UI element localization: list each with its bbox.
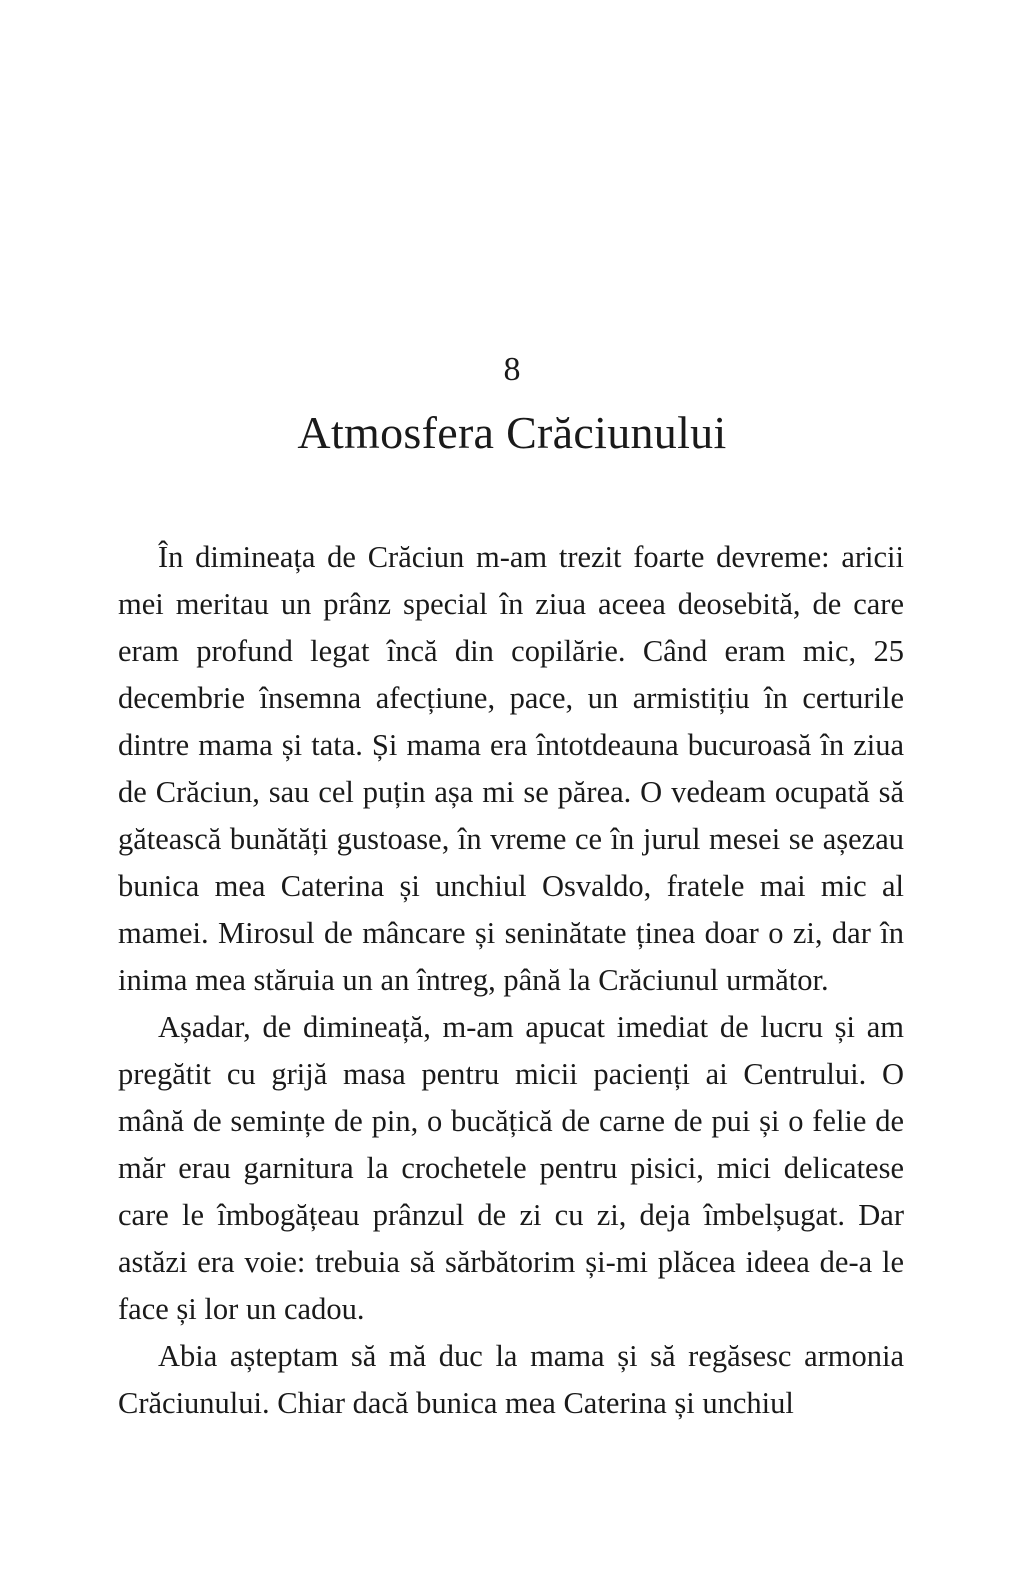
paragraph: Abia așteptam să mă duc la mama și să regăsesc armonia Crăciunului. Chiar dacă bunica mea Caterina și unchiul [118, 1339, 904, 1420]
paragraph: Așadar, de dimineață, m-am apucat imediat de lucru și am pregătit cu grijă masa pentru micii pacienți ai Centrului. O mână de semințe de pin, o bucățică de carne de pui și o felie de măr erau garnitura la crochetele pentru pisici, mici delicatese care le îmbogățeau prânzul de zi cu zi, deja îmbelșugat. Dar astăzi era voie: trebuia să sărbătorim și-mi plăcea ideea de-a le face și lor un cadou. [118, 1010, 904, 1326]
chapter-number: 8 [503, 351, 521, 388]
chapter-body [118, 534, 904, 1427]
chapter-title: Atmosfera Crăciunului [297, 407, 727, 458]
paragraph: În dimineața de Crăciun m-am trezit foarte devreme: aricii mei meritau un prânz special în ziua aceea deosebită, de care eram profund legat încă din copilărie. Când eram mic, 25 decembrie însemna afecțiune, pace, un armistițiu în certurile dintre mama și tata. Și mama era întotdeauna bucuroasă în ziua de Crăciun, sau cel puțin așa mi se părea. O vedeam ocupată să gătească bunătăți gustoase, în vreme ce în jurul mesei se așezau bunica mea Caterina și unchiul Osvaldo, fratele mai mic al mamei. Mirosul de mâncare și seninătate ținea doar o zi, dar în inima mea stăruia un an întreg, până la Crăciunul următor. [118, 540, 904, 997]
